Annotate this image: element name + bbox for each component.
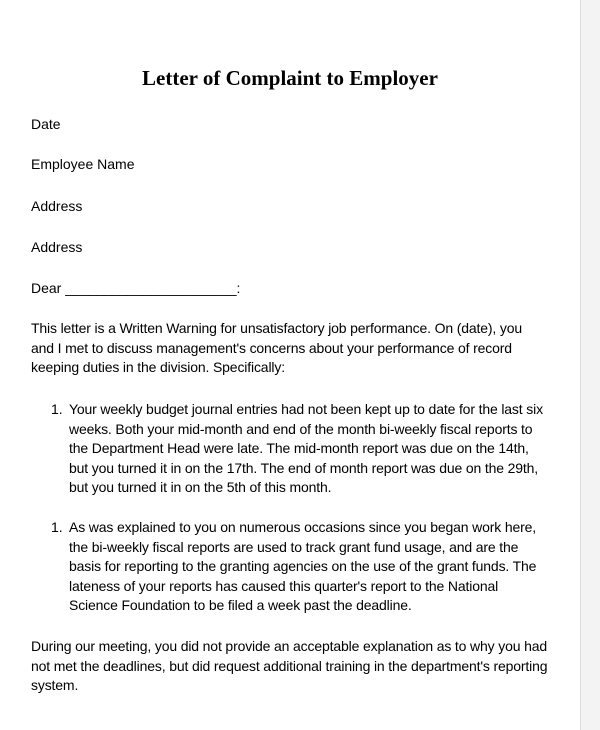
salutation-suffix: :: [236, 280, 241, 296]
salutation: [31, 278, 240, 298]
list-item-text: Your weekly budget journal entries had not been kept up to date for the last six weeks. Both your mid-month and end of the month bi-weekly fiscal reports to the Department Head were late. The mid-month report was due on the 14th, but you turned it in on the 17th. The end of month report was due on the 29th, but you turned it in on the 5th of this month.: [69, 401, 543, 495]
list-item: [51, 518, 551, 616]
page-gutter: [581, 0, 600, 730]
date-field: Date: [31, 116, 61, 132]
employee-name-field: Employee Name: [31, 156, 135, 172]
address-field-2: Address: [31, 239, 83, 255]
list-item-text: As was explained to you on numerous occasions since you began work here, the bi-weekly fiscal reports are used to track grant fund usage, and are the basis for reporting to the granting agencies on the use of the grant funds. The lateness of your reports has caused this quarter's report to the National Science Foundation to be filed a week past the deadline.: [69, 519, 537, 613]
list-item-number: 1.: [51, 401, 63, 417]
salutation-prefix: Dear: [31, 280, 62, 296]
list-item: [51, 400, 551, 498]
address-field-1: Address: [31, 198, 83, 214]
document-title: Letter of Complaint to Employer: [142, 66, 438, 90]
list-item-number: 1.: [51, 519, 63, 535]
intro-paragraph: This letter is a Written Warning for unsatisfactory job performance. On (date), you and I met to discuss management's concerns about your performance of record keeping duties in the division. Specifically:: [31, 320, 522, 375]
salutation-blank: ______________________: [65, 280, 237, 296]
closing-paragraph: During our meeting, you did not provide an acceptable explanation as to why you had not met the deadlines, but did request additional training in the department's reporting system.: [31, 638, 548, 693]
